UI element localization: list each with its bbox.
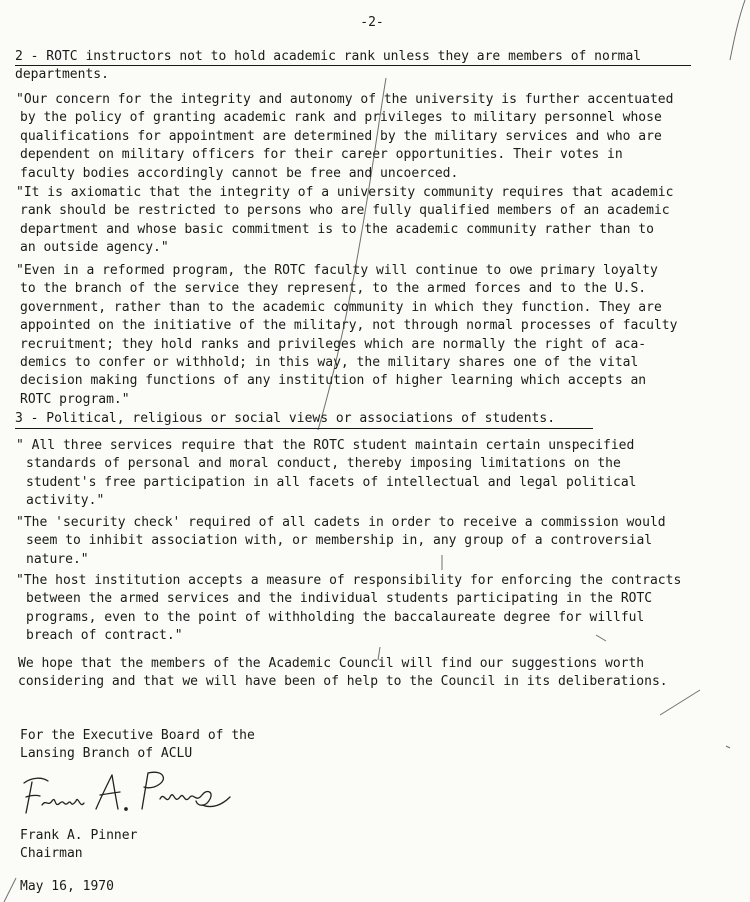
letter-date: May 16, 1970 — [20, 879, 114, 894]
page-number: -2- — [360, 15, 384, 30]
quote-line: department and whose basic commitment is to the academic community rather than to — [20, 221, 654, 237]
signer-name: Frank A. Pinner — [20, 828, 138, 843]
quote-line: dependent on military officers for their career opportunities. Their votes in — [20, 147, 623, 163]
quote-line: nature." — [26, 551, 89, 567]
quote-line: to the branch of the service they represent, to the armed forces and to the U.S. — [20, 281, 647, 297]
quote-line: recruitment; they hold ranks and privileges which are normally the right of aca- — [20, 336, 647, 352]
quote-line: rank should be restricted to persons who are fully qualified members of an academic — [20, 203, 670, 219]
signer-title: Chairman — [20, 846, 83, 861]
for-executive-board: For the Executive Board of the — [20, 728, 255, 743]
quote-line: "Even in a reformed program, the ROTC faculty will continue to owe primary loyalty — [16, 263, 658, 278]
quote-line: government, rather than to the academic community in which they function. They are — [20, 299, 662, 315]
quote-line: programs, even to the point of withholding the baccalaureate degree for willful — [26, 609, 645, 625]
quote-line: "The 'security check' required of all cadets in order to receive a commission would — [16, 515, 666, 530]
lansing-branch: Lansing Branch of ACLU — [20, 746, 193, 761]
quote-line: activity." — [26, 493, 105, 509]
quote-line: ROTC program." — [20, 391, 130, 407]
closing-line: considering and that we will have been of help to the Council in its deliberations. — [18, 674, 668, 690]
section-3-heading: 3 - Political, religious or social views or associations of students. — [15, 411, 556, 426]
quote-line: breach of contract." — [26, 628, 183, 644]
quote-line: decision making functions of any institution of higher learning which accepts an — [20, 373, 647, 389]
quote-line: appointed on the initiative of the military, not through normal processes of faculty — [20, 318, 678, 334]
closing-line: We hope that the members of the Academic Council will find our suggestions worth — [18, 656, 645, 671]
quote-line: qualifications for appointment are determined by the military services and who are — [20, 128, 662, 144]
quote-line: demics to confer or withhold; in this way, the military shares one of the vital — [20, 355, 639, 371]
quote-line: an outside agency." — [20, 240, 169, 256]
quote-line: by the policy of granting academic rank and privileges to military personnel whose — [20, 110, 662, 126]
quote-line: " All three services require that the ROTC student maintain certain unspecified — [16, 438, 635, 453]
quote-line: "Our concern for the integrity and autonomy of the university is further accentuated — [16, 92, 674, 107]
quote-line: faculty bodies accordingly cannot be free and uncoerced. — [20, 165, 459, 181]
quote-line: student's free participation in all facets of intellectual and legal political — [26, 474, 637, 490]
quote-line: "The host institution accepts a measure of responsibility for enforcing the contracts — [16, 573, 682, 588]
section-2-heading-line-1: 2 - ROTC instructors not to hold academic rank unless they are members of normal — [15, 49, 642, 64]
section-2-heading-line-2: departments. — [15, 67, 109, 83]
quote-line: seem to inhibit association with, or membership in, any group of a controversial — [26, 533, 653, 549]
quote-line: between the armed services and the individual students participating in the ROTC — [26, 591, 653, 607]
quote-line: standards of personal and moral conduct, thereby imposing limitations on the — [26, 456, 621, 472]
quote-line: "It is axiomatic that the integrity of a university community requires that academic — [16, 185, 674, 200]
